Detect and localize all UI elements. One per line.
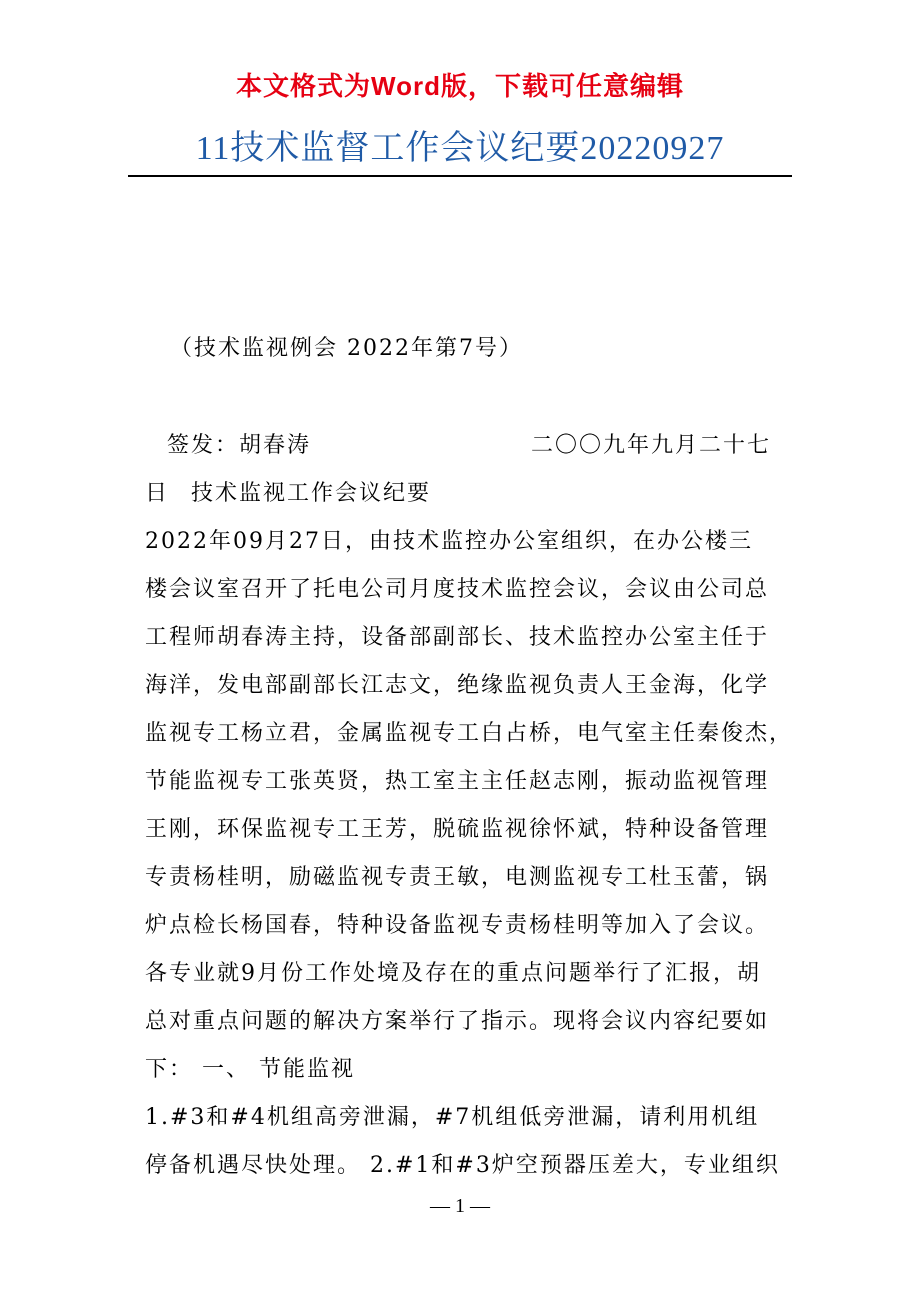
signature-line: 签发：胡春涛 bbox=[167, 433, 312, 458]
body-line: 停备机遇尽快处理。 2.#1和#3炉空预器压差大，专业组织 bbox=[145, 1153, 780, 1178]
body-line: 各专业就9月份工作处境及存在的重点问题举行了汇报，胡 bbox=[145, 961, 761, 986]
title-divider bbox=[128, 175, 792, 177]
body-line: 下： 一、 节能监视 bbox=[145, 1057, 355, 1082]
body-line: 工程师胡春涛主持，设备部副部长、技术监控办公室主任于 bbox=[145, 625, 770, 650]
body-line: 楼会议室召开了托电公司月度技术监控会议，会议由公司总 bbox=[145, 577, 770, 602]
issue-date: 二〇〇九年九月二十七 bbox=[531, 433, 772, 458]
minutes-heading: 技术监视工作会议纪要 bbox=[191, 481, 432, 506]
body-paragraph bbox=[145, 518, 794, 1190]
meeting-number: （技术监视例会 2022年第7号） bbox=[170, 336, 523, 361]
page-number: — 1 — bbox=[430, 1195, 490, 1217]
body-line: 炉点检长杨国春，特种设备监视专责杨桂明等加入了会议。 bbox=[145, 913, 770, 938]
body-line: 王刚，环保监视专工王芳，脱硫监视徐怀斌，特种设备管理 bbox=[145, 817, 770, 842]
body-line: 1.#3和#4机组高旁泄漏，#7机组低旁泄漏，请利用机组 bbox=[145, 1105, 760, 1130]
format-banner: 本文格式为Word版，下载可任意编辑 bbox=[236, 71, 684, 101]
body-line: 专责杨桂明，励磁监视专责王敏，电测监视专工杜玉蕾，锅 bbox=[145, 865, 770, 890]
issue-date-continued: 日 bbox=[145, 481, 170, 506]
body-line: 海洋，发电部副部长江志文，绝缘监视负责人王金海，化学 bbox=[145, 673, 770, 698]
document-title: 11技术监督工作会议纪要20220927 bbox=[195, 130, 725, 167]
body-line: 监视专工杨立君，金属监视专工白占桥，电气室主任秦俊杰， bbox=[145, 721, 794, 746]
body-line: 2022年09月27日，由技术监控办公室组织，在办公楼三 bbox=[145, 529, 753, 554]
body-line: 节能监视专工张英贤，热工室主主任赵志刚，振动监视管理 bbox=[145, 769, 770, 794]
body-line: 总对重点问题的解决方案举行了指示。现将会议内容纪要如 bbox=[145, 1009, 770, 1034]
